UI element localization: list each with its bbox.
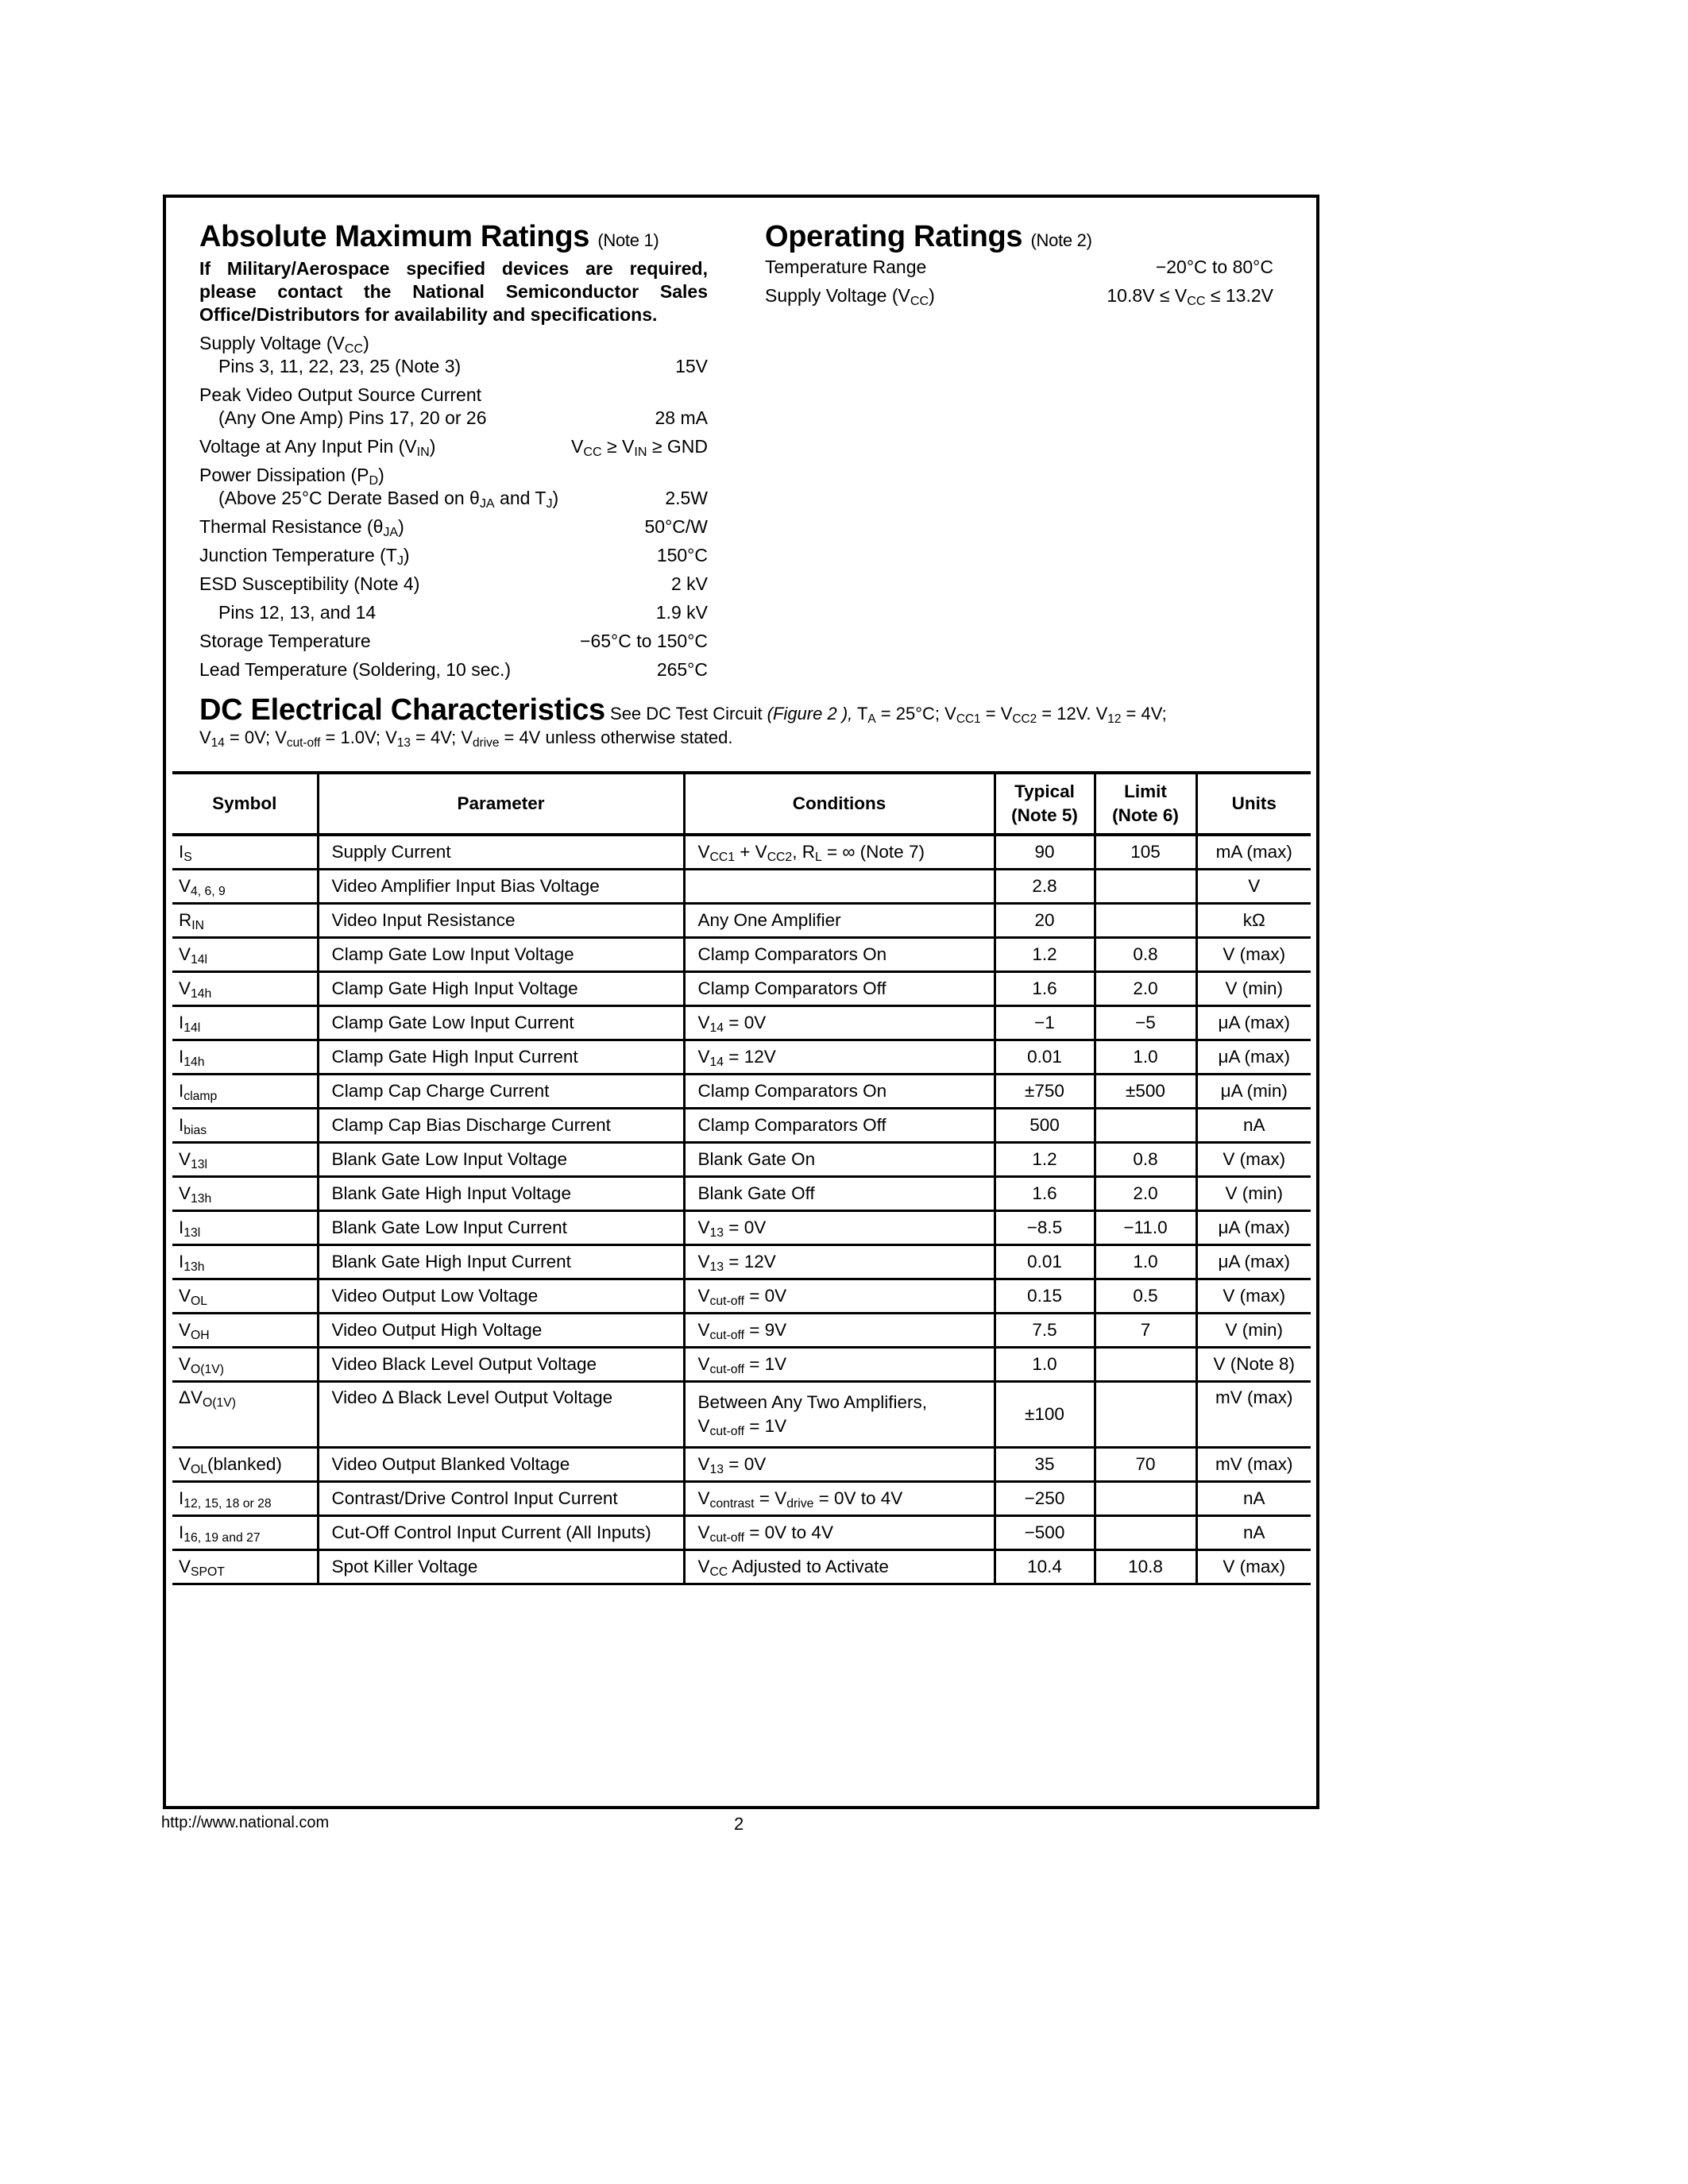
dc-characteristics-table [172, 771, 1311, 1585]
cell-conditions: $V_{CC1} + V_{CC2}$, $R_L$ = ∞ (Note 7) [684, 835, 995, 870]
table-row [172, 1382, 1311, 1448]
cell-parameter: Supply Current [318, 835, 684, 870]
cell-units: V (min) [1196, 1314, 1311, 1348]
cell-parameter: Video Amplifier Input Bias Voltage [318, 870, 684, 904]
rating-value: 28 mA [655, 407, 708, 428]
cell-units: V (Note 8) [1196, 1348, 1311, 1382]
cell-conditions: Clamp Comparators Off [684, 1109, 995, 1143]
cell-symbol: $V_{13l}$ [172, 1143, 318, 1177]
cell-symbol: $I_{13h}$ [172, 1245, 318, 1279]
table-row [172, 1348, 1311, 1382]
cell-conditions: $V_{cut-off} = 0V$ [684, 1279, 995, 1314]
cell-limit: 2.0 [1095, 1177, 1196, 1211]
cell-limit: 0.8 [1095, 1143, 1196, 1177]
cell-typical: 1.6 [995, 972, 1095, 1006]
col-header-typical: Typical (Note 5) [995, 773, 1095, 835]
cell-conditions: $V_{14} = 0V$ [684, 1006, 995, 1040]
rating-power-dissipation: Power Dissipation $(P_D)$ (Above 25°C Derate Based on $\theta_{JA}$ and $T_J$) 2.5W [199, 465, 708, 511]
table-row [172, 1109, 1311, 1143]
cell-parameter: Clamp Cap Bias Discharge Current [318, 1109, 684, 1143]
cell-limit [1095, 1516, 1196, 1550]
cell-conditions: Clamp Comparators On [684, 938, 995, 972]
cell-limit: 1.0 [1095, 1245, 1196, 1279]
cell-parameter: Clamp Gate High Input Current [318, 1040, 684, 1075]
operating-note: (Note 2) [1030, 230, 1092, 250]
cell-parameter: Clamp Gate Low Input Voltage [318, 938, 684, 972]
table-row [172, 972, 1311, 1006]
cell-units: V (max) [1196, 1143, 1311, 1177]
cell-symbol: $I_{16, 19 and 27}$ [172, 1516, 318, 1550]
cell-parameter: Video Black Level Output Voltage [318, 1348, 684, 1382]
cell-limit [1095, 1382, 1196, 1448]
cell-limit [1095, 1482, 1196, 1516]
cell-typical: 2.8 [995, 870, 1095, 904]
cell-units: μA (max) [1196, 1006, 1311, 1040]
cell-typical: 500 [995, 1109, 1095, 1143]
cell-symbol: $V_{OH}$ [172, 1314, 318, 1348]
page-number: 2 [734, 1814, 744, 1834]
cell-conditions: $V_{cut-off} = 0V$ to 4V [684, 1516, 995, 1550]
cell-conditions: $V_{13} = 0V$ [684, 1448, 995, 1482]
cell-units: nA [1196, 1516, 1311, 1550]
rating-value: $V_{CC} \ge V_{IN}$ ≥ GND [571, 436, 708, 459]
cell-units: V (max) [1196, 938, 1311, 972]
cell-conditions: Blank Gate Off [684, 1177, 995, 1211]
rating-input-pin-voltage: Voltage at Any Input Pin $(V_{IN})$ $V_{CC} \ge V_{IN}$ ≥ GND [199, 436, 708, 459]
cell-parameter: Blank Gate Low Input Voltage [318, 1143, 684, 1177]
cell-typical: ±750 [995, 1075, 1095, 1109]
col-header-symbol: Symbol [172, 773, 318, 835]
military-warning: If Military/Aerospace specified devices are required, please contact the National Semiconductor Sales Office/Distributors for availability and specifications. [199, 258, 708, 325]
cell-symbol: $V_{OL}(blanked)$ [172, 1448, 318, 1482]
rating-value: 1.9 kV [655, 602, 708, 623]
cell-symbol: $I_S$ [172, 835, 318, 870]
cell-symbol: $V_{13h}$ [172, 1177, 318, 1211]
rating-storage-temperature: Storage Temperature −65°C to 150°C [199, 631, 708, 651]
cell-typical: −500 [995, 1516, 1095, 1550]
cell-units: V (min) [1196, 1177, 1311, 1211]
absolute-max-ratings-section [199, 220, 708, 681]
cell-units: μA (max) [1196, 1211, 1311, 1245]
cell-conditions: Clamp Comparators Off [684, 972, 995, 1006]
cell-units: V (max) [1196, 1550, 1311, 1584]
cell-symbol: $V_{14h}$ [172, 972, 318, 1006]
rating-lead-temperature: Lead Temperature (Soldering, 10 sec.) 265°C [199, 659, 708, 680]
dc-characteristics-heading [199, 693, 1304, 750]
cell-typical: −8.5 [995, 1211, 1095, 1245]
rating-value: 150°C [656, 545, 708, 565]
cell-limit: 70 [1095, 1448, 1196, 1482]
cell-parameter: Blank Gate Low Input Current [318, 1211, 684, 1245]
rating-value: $10.8V \le V_{CC} \le 13.2V$ [1107, 285, 1273, 308]
table-row [172, 1040, 1311, 1075]
cell-units: kΩ [1196, 904, 1311, 938]
rating-operating-supply-voltage: Supply Voltage $(V_{CC})$ $10.8V \le V_{CC} \le 13.2V$ [765, 285, 1273, 308]
cell-parameter: Cut-Off Control Input Current (All Inputs) [318, 1516, 684, 1550]
cell-limit: 0.5 [1095, 1279, 1196, 1314]
cell-symbol: $I_{14h}$ [172, 1040, 318, 1075]
table-row [172, 1211, 1311, 1245]
cell-units: nA [1196, 1482, 1311, 1516]
cell-units: mV (max) [1196, 1382, 1311, 1448]
cell-symbol: $V_{14l}$ [172, 938, 318, 972]
table-row [172, 938, 1311, 972]
cell-conditions: $V_{13} = 0V$ [684, 1211, 995, 1245]
cell-conditions: Clamp Comparators On [684, 1075, 995, 1109]
cell-units: mV (max) [1196, 1448, 1311, 1482]
rating-value: 15V [675, 356, 708, 376]
cell-typical: −1 [995, 1006, 1095, 1040]
cell-conditions: $V_{cut-off} = 9V$ [684, 1314, 995, 1348]
rating-thermal-resistance: Thermal Resistance $(\theta_{JA})$ 50°C/W [199, 516, 708, 539]
cell-conditions: $V_{contrast} = V_{drive} = 0V$ to 4V [684, 1482, 995, 1516]
table-row [172, 904, 1311, 938]
table-row [172, 1314, 1311, 1348]
cell-symbol: $I_{bias}$ [172, 1109, 318, 1143]
cell-symbol: $V_{SPOT}$ [172, 1550, 318, 1584]
cell-symbol: $I_{12, 15, 18 or 28}$ [172, 1482, 318, 1516]
table-row [172, 1143, 1311, 1177]
cell-limit: 1.0 [1095, 1040, 1196, 1075]
rating-supply-voltage: Supply Voltage $(V_{CC})$ Pins 3, 11, 22, 23, 25 (Note 3) 15V [199, 333, 708, 376]
cell-parameter: Clamp Gate High Input Voltage [318, 972, 684, 1006]
cell-typical: 1.6 [995, 1177, 1095, 1211]
cell-conditions: Blank Gate On [684, 1143, 995, 1177]
cell-typical: 90 [995, 835, 1095, 870]
cell-units: μA (max) [1196, 1245, 1311, 1279]
rating-esd-pins: Pins 12, 13, and 14 1.9 kV [218, 602, 708, 623]
rating-temperature-range: Temperature Range −20°C to 80°C [765, 257, 1273, 277]
cell-units: μA (max) [1196, 1040, 1311, 1075]
cell-typical: 7.5 [995, 1314, 1095, 1348]
cell-conditions: $V_{CC}$ Adjusted to Activate [684, 1550, 995, 1584]
cell-parameter: Clamp Gate Low Input Current [318, 1006, 684, 1040]
cell-conditions: $V_{14} = 12V$ [684, 1040, 995, 1075]
cell-limit: 10.8 [1095, 1550, 1196, 1584]
cell-conditions: $V_{13} = 12V$ [684, 1245, 995, 1279]
cell-parameter: Video Output Low Voltage [318, 1279, 684, 1314]
cell-parameter: Blank Gate High Input Current [318, 1245, 684, 1279]
table-row [172, 1448, 1311, 1482]
dc-test-conditions: See DC Test Circuit (Figure 2 ), $T_A = 25^\circ C$; $V_{CC1} = V_{CC2} = 12V$. $V_{12} = 4V$; [610, 704, 1167, 726]
cell-typical: 1.2 [995, 938, 1095, 972]
table-row [172, 1177, 1311, 1211]
cell-parameter: Video Output High Voltage [318, 1314, 684, 1348]
cell-parameter: Video Input Resistance [318, 904, 684, 938]
table-row [172, 1550, 1311, 1584]
cell-limit: 2.0 [1095, 972, 1196, 1006]
table-header-row [172, 773, 1311, 835]
cell-limit: 105 [1095, 835, 1196, 870]
rating-value: 2.5W [665, 488, 708, 508]
col-header-conditions: Conditions [684, 773, 995, 835]
table-row [172, 1245, 1311, 1279]
table-row [172, 1482, 1311, 1516]
footer-url: http://www.national.com [161, 1814, 330, 1831]
dc-test-conditions-line2: $V_{14} = 0V$; $V_{cut-off} = 1.0V$; $V_{13} = 4V$; $V_{drive} = 4V$ unless otherwise stated. [199, 727, 733, 750]
absolute-max-title: Absolute Maximum Ratings (Note 1) [199, 220, 659, 253]
cell-typical: 10.4 [995, 1550, 1095, 1584]
cell-parameter: Video Δ Black Level Output Voltage [318, 1382, 684, 1448]
rating-value: 50°C/W [644, 516, 708, 537]
cell-units: V [1196, 870, 1311, 904]
cell-symbol: $V_{O(1V)}$ [172, 1348, 318, 1382]
table-row [172, 835, 1311, 870]
cell-typical: 35 [995, 1448, 1095, 1482]
cell-symbol: $I_{14l}$ [172, 1006, 318, 1040]
cell-limit [1095, 870, 1196, 904]
rating-value: −20°C to 80°C [1155, 257, 1273, 277]
cell-limit: ±500 [1095, 1075, 1196, 1109]
cell-parameter: Spot Killer Voltage [318, 1550, 684, 1584]
cell-parameter: Contrast/Drive Control Input Current [318, 1482, 684, 1516]
cell-units: mA (max) [1196, 835, 1311, 870]
rating-value: 2 kV [670, 573, 708, 594]
cell-conditions: Any One Amplifier [684, 904, 995, 938]
cell-conditions: Between Any Two Amplifiers, $V_{cut-off} = 1V$ [684, 1382, 995, 1448]
table-row [172, 1006, 1311, 1040]
cell-units: μA (min) [1196, 1075, 1311, 1109]
cell-limit: 7 [1095, 1314, 1196, 1348]
cell-typical: 0.01 [995, 1040, 1095, 1075]
table-row [172, 1075, 1311, 1109]
cell-units: V (min) [1196, 972, 1311, 1006]
rating-value: −65°C to 150°C [580, 631, 708, 651]
cell-symbol: $V_{4, 6, 9}$ [172, 870, 318, 904]
table-row [172, 870, 1311, 904]
cell-symbol: $I_{clamp}$ [172, 1075, 318, 1109]
rating-esd: ESD Susceptibility (Note 4) 2 kV [199, 573, 708, 594]
cell-limit: 0.8 [1095, 938, 1196, 972]
cell-limit: −5 [1095, 1006, 1196, 1040]
cell-typical: 1.2 [995, 1143, 1095, 1177]
cell-limit: −11.0 [1095, 1211, 1196, 1245]
cell-units: nA [1196, 1109, 1311, 1143]
cell-limit [1095, 904, 1196, 938]
operating-ratings-title: Operating Ratings (Note 2) [765, 220, 1092, 253]
cell-typical: 0.01 [995, 1245, 1095, 1279]
cell-limit [1095, 1348, 1196, 1382]
rating-value: 265°C [656, 659, 708, 680]
rating-peak-video-output: Peak Video Output Source Current (Any One Amp) Pins 17, 20 or 26 28 mA [199, 384, 708, 428]
col-header-limit: Limit (Note 6) [1095, 773, 1196, 835]
cell-typical: 0.15 [995, 1279, 1095, 1314]
table-row [172, 1516, 1311, 1550]
cell-symbol: $I_{13l}$ [172, 1211, 318, 1245]
cell-symbol: $R_{IN}$ [172, 904, 318, 938]
absolute-max-note: (Note 1) [597, 230, 659, 250]
table-row [172, 1279, 1311, 1314]
cell-conditions: $V_{cut-off} = 1V$ [684, 1348, 995, 1382]
cell-symbol: $V_{OL}$ [172, 1279, 318, 1314]
dc-characteristics-title: DC Electrical Characteristics [199, 693, 605, 727]
cell-typical: −250 [995, 1482, 1095, 1516]
cell-parameter: Video Output Blanked Voltage [318, 1448, 684, 1482]
cell-typical: 20 [995, 904, 1095, 938]
cell-conditions [684, 870, 995, 904]
col-header-units: Units [1196, 773, 1311, 835]
cell-symbol: $\Delta V_{O(1V)}$ [172, 1382, 318, 1448]
cell-units: V (max) [1196, 1279, 1311, 1314]
cell-limit [1095, 1109, 1196, 1143]
cell-parameter: Blank Gate High Input Voltage [318, 1177, 684, 1211]
page-frame [163, 195, 1319, 1809]
operating-ratings-section [765, 220, 1273, 307]
col-header-parameter: Parameter [318, 773, 684, 835]
cell-typical: 1.0 [995, 1348, 1095, 1382]
rating-junction-temperature: Junction Temperature $(T_J)$ 150°C [199, 545, 708, 568]
cell-typical: ±100 [995, 1382, 1095, 1448]
cell-parameter: Clamp Cap Charge Current [318, 1075, 684, 1109]
